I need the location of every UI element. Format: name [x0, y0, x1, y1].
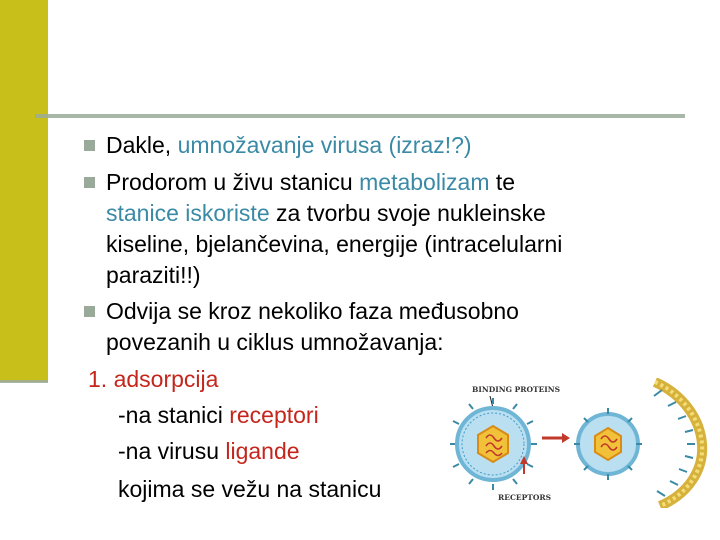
bullet-marker	[84, 306, 95, 317]
bullet-1-highlight: umnožavanje virusa (izraz!?)	[177, 132, 472, 158]
bullet-2-line-1-pre: Prodorom u živu stanicu	[106, 169, 360, 195]
bullet-1-text	[106, 130, 472, 160]
bullet-3-line-1	[106, 296, 519, 326]
step-1-line-1	[118, 400, 319, 430]
virus-binding-figure	[450, 378, 712, 508]
bullet-2-line-2-hl: stanice iskoriste	[106, 200, 270, 226]
arrow-head-icon	[562, 433, 570, 443]
step-title: adsorpcija	[113, 366, 219, 392]
bullet-2-line-1-post: te	[489, 169, 516, 195]
bullet-2-line-1-hl: metabolizam	[359, 169, 490, 195]
receptors-label	[498, 493, 551, 502]
cell-membrane	[655, 382, 702, 506]
step-1-line-1-pre: -na stanici	[118, 402, 230, 428]
step-1-line-1-hl: receptori	[229, 402, 319, 428]
bullet-2-line-2	[106, 198, 546, 228]
binding-proteins-label	[472, 385, 560, 394]
binding-proteins-text: BINDING PROTEINS	[472, 385, 561, 394]
bullet-1-prefix: Dakle,	[106, 132, 178, 158]
bullet-2-line-4	[106, 260, 201, 290]
step-1-line-2-hl: ligande	[225, 438, 300, 464]
bullet-marker	[84, 140, 95, 151]
step-number: 1.	[88, 366, 108, 392]
step-1-line-2-pre: -na virusu	[118, 438, 226, 464]
virus-binding-illustration	[450, 378, 712, 508]
bullet-3-line-1-text: Odvija se kroz nekoliko faza međusobno	[106, 298, 519, 324]
step-1-line-3	[118, 474, 381, 504]
bullet-3-line-2-text: povezanih u ciklus umnožavanja:	[106, 329, 444, 355]
step-1-title	[88, 364, 218, 394]
step-1-line-3-text: kojima se vežu na stanicu	[118, 476, 382, 502]
bullet-2-line-2-post: za tvorbu svoje nukleinske	[269, 200, 546, 226]
bullet-2-line-4-text: paraziti!!)	[106, 262, 201, 288]
step-1-line-2	[118, 436, 300, 466]
bullet-2-line-3-text: kiseline, bjelančevina, energije (intracelularni	[106, 231, 563, 257]
bullet-2-line-1	[106, 167, 515, 197]
receptors-text: RECEPTORS	[498, 493, 552, 502]
right-virus-core	[595, 428, 621, 460]
bullet-3-line-2	[106, 327, 444, 357]
bullet-marker	[84, 177, 95, 188]
bullet-2-line-3	[106, 229, 562, 259]
